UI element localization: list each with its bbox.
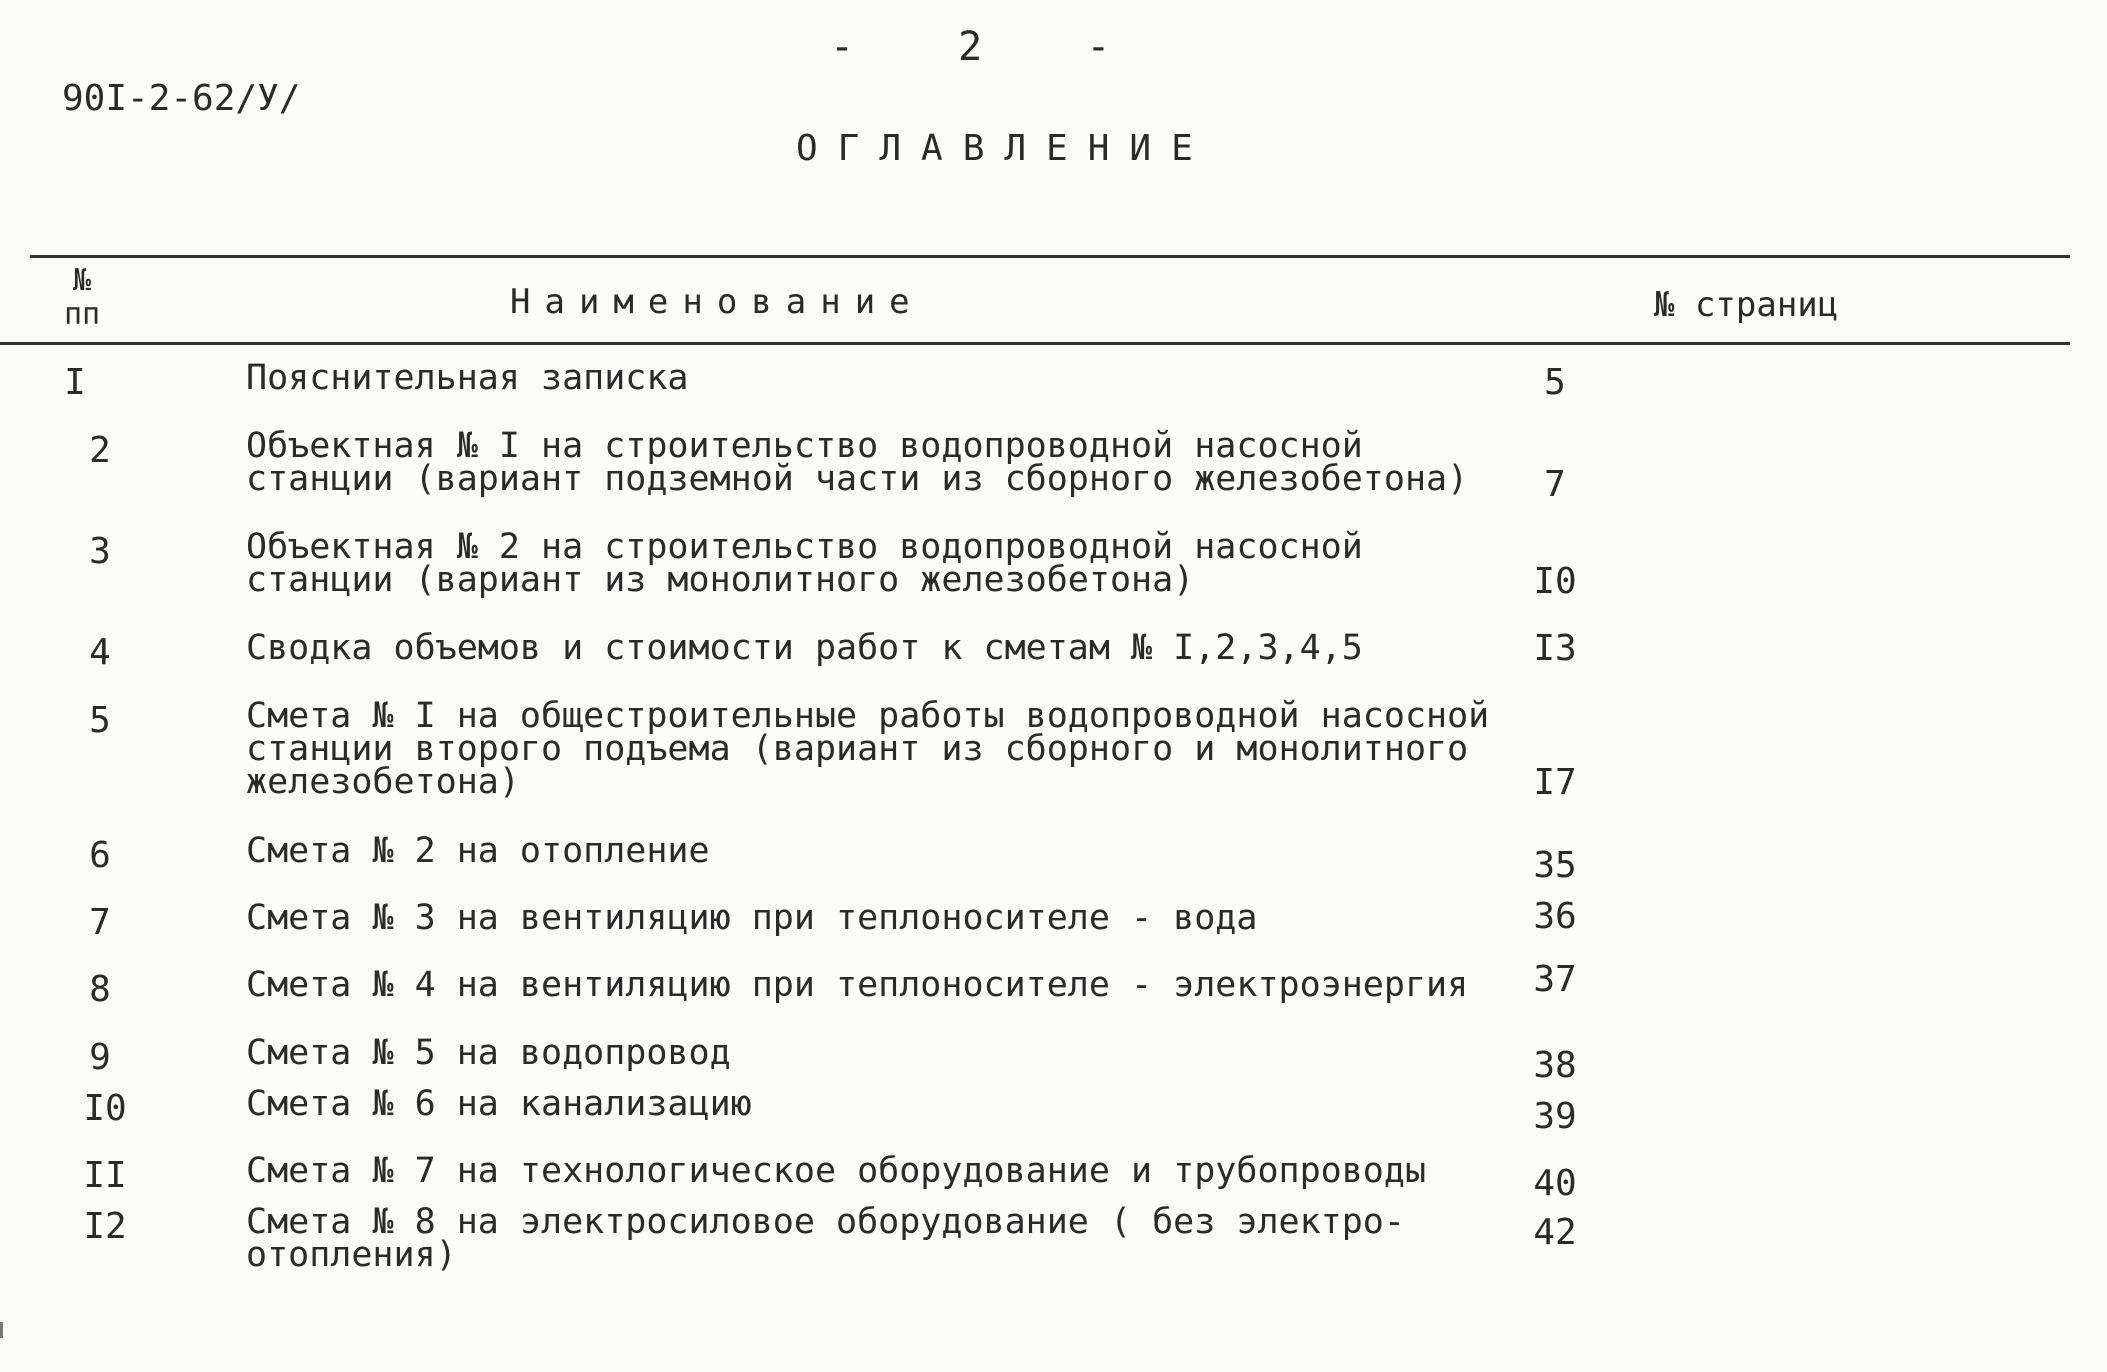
row-page: 5	[1544, 362, 1566, 403]
page-number: - 2 -	[830, 24, 1151, 70]
row-name: Смета № 7 на технологическое оборудование и трубопроводы	[246, 1151, 1427, 1191]
row-page: I0	[1533, 561, 1577, 602]
row-number: 5	[89, 700, 111, 741]
row-name: Объектная № 2 на строительство водопроводной насосной станции (вариант из монолитного железобетона)	[246, 527, 1363, 600]
row-name: Смета № 6 на канализацию	[246, 1084, 752, 1124]
row-number: 4	[89, 632, 111, 673]
row-page: I7	[1533, 762, 1577, 803]
margin-mark	[0, 1322, 3, 1338]
row-number: 9	[89, 1037, 111, 1078]
row-number: I	[64, 362, 86, 403]
row-name: Смета № 4 на вентиляцию при теплоносителе - электроэнергия	[246, 965, 1469, 1005]
row-number: II	[83, 1155, 127, 1196]
row-number: 8	[89, 969, 111, 1010]
row-number: I2	[83, 1206, 127, 1247]
row-number: 7	[89, 902, 111, 943]
row-page: 35	[1533, 845, 1577, 886]
row-number: 3	[89, 531, 111, 572]
row-number: I0	[83, 1088, 127, 1129]
row-name: Смета № I на общестроительные работы водопроводной насосной станции второго подъема (вариант из сборного и монолитного железобетона)	[246, 696, 1490, 802]
row-name: Смета № 5 на водопровод	[246, 1033, 731, 1073]
row-name: Пояснительная записка	[246, 358, 689, 398]
table-top-rule	[30, 255, 2070, 258]
row-name: Смета № 8 на электросиловое оборудование ( без электро- отопления)	[246, 1202, 1405, 1275]
row-page: 39	[1533, 1096, 1577, 1137]
column-header-name: Наименование	[510, 282, 924, 322]
row-page: 7	[1544, 464, 1566, 505]
row-name: Сводка объемов и стоимости работ к сметам № I,2,3,4,5	[246, 628, 1363, 668]
table-header-rule	[0, 342, 2070, 345]
row-page: 38	[1533, 1045, 1577, 1086]
page-title: ОГЛАВЛЕНИЕ	[796, 128, 1213, 169]
row-name: Смета № 2 на отопление	[246, 831, 710, 871]
row-page: I3	[1533, 628, 1577, 669]
row-page: 37	[1533, 959, 1577, 1000]
row-page: 36	[1533, 896, 1577, 937]
row-number: 6	[89, 835, 111, 876]
row-number: 2	[89, 430, 111, 471]
row-page: 40	[1533, 1163, 1577, 1204]
column-header-number: № пп	[64, 263, 101, 332]
row-page: 42	[1533, 1212, 1577, 1253]
document-code: 90I-2-62/У/	[62, 78, 301, 119]
column-header-pages: № страниц	[1654, 285, 1839, 325]
row-name: Объектная № I на строительство водопроводной насосной станции (вариант подземной части из сборного железобетона)	[246, 426, 1469, 499]
row-name: Смета № 3 на вентиляцию при теплоносителе - вода	[246, 898, 1258, 938]
